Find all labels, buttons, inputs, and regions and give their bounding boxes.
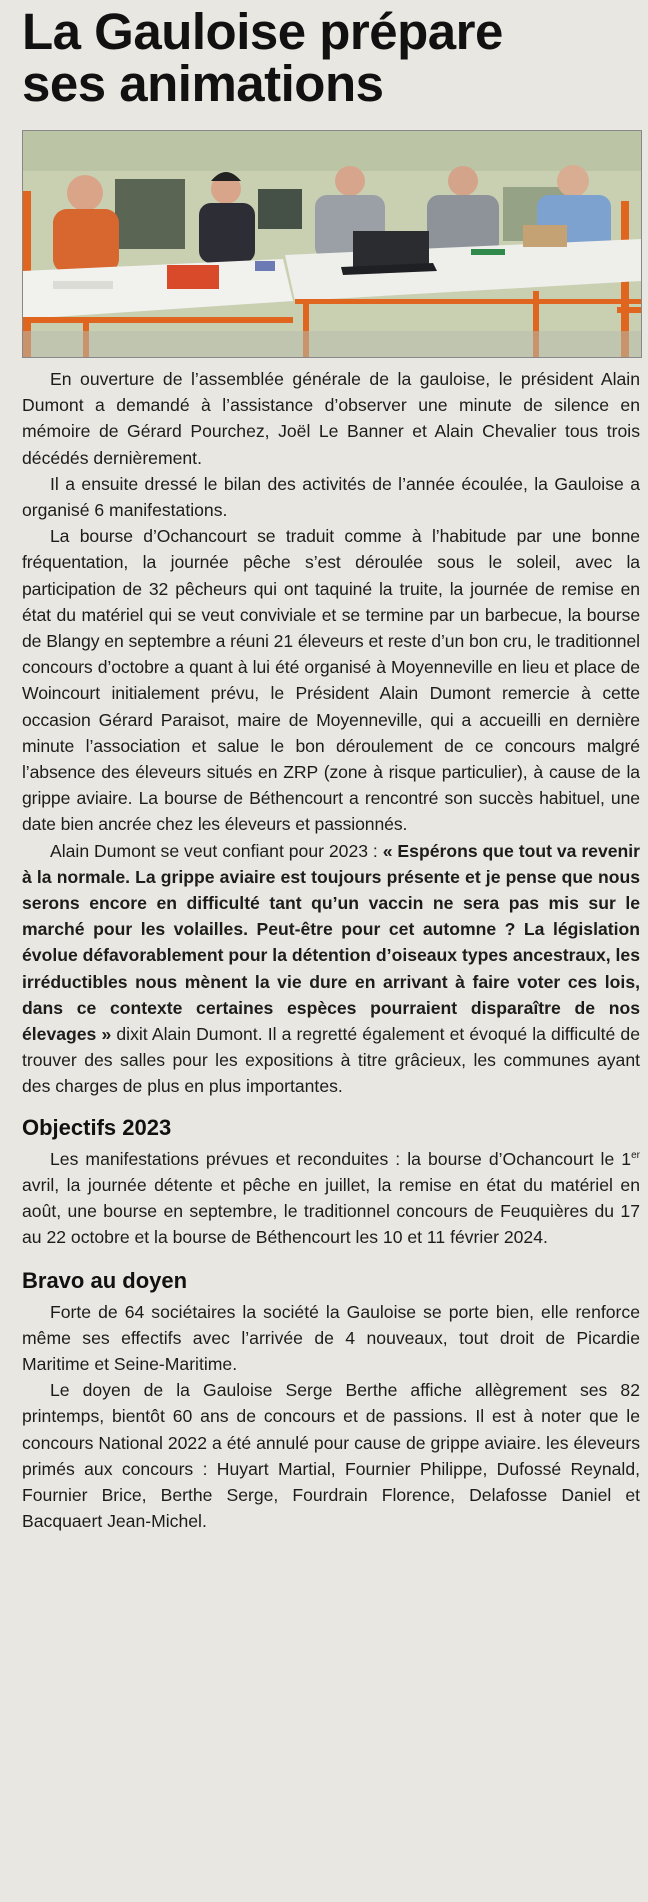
subhead-doyen: Bravo au doyen	[22, 1267, 188, 1293]
paragraph-bilan: Il a ensuite dressé le bilan des activités de l’année écoulée, la Gauloise a organisé 6 manifestations.	[22, 473, 640, 521]
paragraph-doyen-2: Le doyen de la Gauloise Serge Berthe affiche allègrement ses 82 printemps, bientôt 60 ans de concours et de passions. Il est à noter que le concours National 2022 a été annulé pour cause de grippe aviaire. les éleveurs primés aux concours : Huyart Martial, Fournier Philippe, Dufossé Reynald, Fournier Brice, Berthe Serge, Fourdrain Florence, Delafosse Daniel et Bacquaert Jean-Michel.	[22, 1380, 640, 1532]
meeting-photo-drawing	[23, 131, 641, 357]
paragraph-quote	[22, 838, 640, 1100]
objectifs-sup: er	[631, 1149, 640, 1161]
article-body	[22, 366, 640, 1534]
subhead-objectifs: Objectifs 2023	[22, 1114, 172, 1140]
paragraph-opening: En ouverture de l’assemblée générale de la gauloise, le président Alain Dumont a demandé à l’assistance d’observer une minute de silence en mémoire de Gérard Pourchez, Joël Le Banner et Alain Chevalier tous trois décédés dernièrement.	[22, 369, 640, 468]
objectifs-text-a: Les manifestations prévues et reconduites : la bourse d’Ochancourt le 1	[50, 1148, 632, 1169]
quote-text: « Espérons que tout va revenir à la normale. La grippe aviaire est toujours présente et je pense que nous serons encore en difficulté tant qu’un vaccin ne sera pas mis sur le marché pour les volailles. Peut-être pour cet automne ? La législation évolue défavorablement pour la détention d’oiseaux types ancestraux, les irréductibles nous mènent la vie dure en arrivant à faire voter ces lois, dans ce contexte certaines espèces pourraient disparaître de nos élevages »	[22, 840, 640, 1045]
paragraph-objectifs	[22, 1146, 640, 1251]
article-headline	[22, 3, 642, 112]
headline-line-2: ses animations	[22, 55, 384, 112]
paragraph-activities: La bourse d’Ochancourt se traduit comme à l’habitude par une bonne fréquentation, la journée pêche s’est déroulée sous le soleil, avec la participation de 32 pêcheurs qui ont taquiné la truite, la journée de remise en état du matériel qui se veut conviviale et se termine par un barbecue, la bourse de Blangy en septembre a réuni 21 éleveurs et reste d’un bon cru, le traditionnel concours d’octobre a quant à lui été organisé à Moyenneville en lieu et place de Woincourt initialement prévu, le Président Alain Dumont remercie à cette occasion Gérard Paraisot, maire de Moyenneville, qui a accueilli en dernière minute l’association et salue le bon déroulement de ce concours malgré l’absence des éleveurs situés en ZRP (zone à risque particulier), à cause de la grippe aviaire. La bourse de Béthencourt a rencontré son succès habituel, une date bien ancrée chez les éleveurs et passionnés.	[22, 526, 640, 835]
objectifs-text-b: avril, la journée détente et pêche en juillet, la remise en état du matériel en août, une bourse en septembre, le traditionnel concours de Feuquières du 17 au 22 octobre et la bourse de Béthencourt les 10 et 11 février 2024.	[22, 1174, 640, 1248]
quote-intro: Alain Dumont se veut confiant pour 2023 :	[50, 840, 383, 861]
paragraph-doyen-1: Forte de 64 sociétaires la société la Gauloise se porte bien, elle renforce même ses effectifs avec l’arrivée de 4 nouveaux, tout droit de Picardie Maritime et Seine-Maritime.	[22, 1301, 640, 1374]
quote-outro: dixit Alain Dumont. Il a regretté également et évoqué la difficulté de trouver des salles pour les expositions à titre grâcieux, les communes ayant des charges de plus en plus importantes.	[22, 1024, 640, 1097]
headline-line-1: La Gauloise prépare	[22, 3, 503, 60]
laptop-icon	[341, 231, 437, 275]
meeting-photo	[22, 130, 642, 358]
